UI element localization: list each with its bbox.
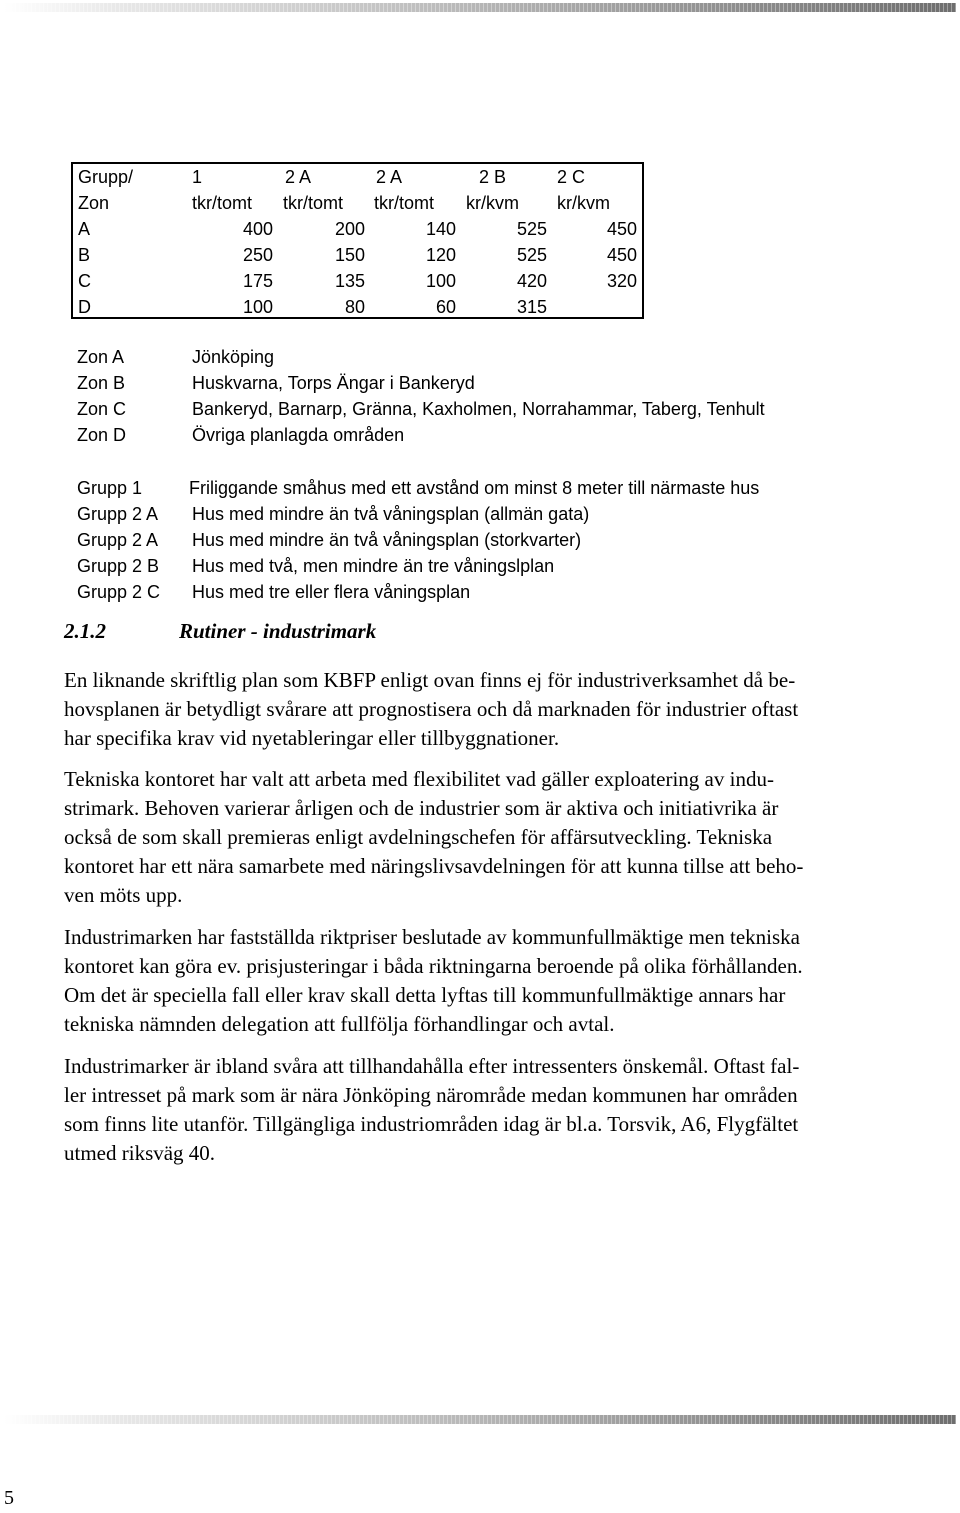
text-line: Industrimarker är ibland svåra att tillhandahålla efter intressenters önskemål. Oftast fal- [64, 1054, 800, 1078]
zone-key: Zon A [77, 347, 125, 367]
group-desc: Friliggande småhus med ett avstånd om minst 8 meter till närmaste hus [189, 478, 760, 498]
group-desc: Hus med två, men mindre än tre våningslplan [192, 556, 555, 576]
table-header-cell: kr/kvm [557, 193, 610, 213]
section-title: Rutiner - industrimark [179, 619, 377, 643]
paragraph [64, 765, 954, 910]
text-line: Om det är speciella fall eller krav skall detta lyftas till kommunfullmäktige annars har [64, 983, 786, 1007]
table-cell: 150 [334, 245, 365, 265]
table-header-cell: Zon [78, 193, 110, 213]
table-cell: 100 [242, 297, 273, 317]
table-cell: 135 [334, 271, 365, 291]
text-line: har specifika krav vid nyetableringar eller tillbyggnationer. [64, 726, 560, 750]
header-rule [4, 3, 956, 12]
zone-key: Zon D [77, 425, 127, 445]
table-cell: 120 [425, 245, 456, 265]
table-cell: 100 [425, 271, 456, 291]
text-line: kontoret har ett nära samarbete med näringslivsavdelningen för att kunna tillse att beho- [64, 854, 804, 878]
zone-desc: Bankeryd, Barnarp, Gränna, Kaxholmen, Norrahammar, Taberg, Tenhult [192, 399, 765, 419]
rate-table [71, 162, 644, 319]
footer-rule [4, 1415, 956, 1424]
zone-key: Zon C [77, 399, 127, 419]
text-line: utmed riksväg 40. [64, 1141, 216, 1165]
zone-desc: Huskvarna, Torps Ängar i Bankeryd [192, 373, 475, 393]
table-cell: C [78, 271, 91, 291]
text-line: också de som skall premieras enligt avdelningschefen för affärsutveckling. Tekniska [64, 825, 773, 849]
table-cell: 450 [606, 245, 637, 265]
text-line: hovsplanen är betydligt svårare att prognostisera och då marknaden för industrier oftast [64, 697, 799, 721]
text-line: kontoret kan göra ev. prisjusteringar i båda riktningarna beroende på olika förhållanden. [64, 954, 803, 978]
table-cell: 175 [242, 271, 273, 291]
table-cell: 200 [334, 219, 365, 239]
text-line: Industrimarken har fastställda riktpriser beslutade av kommunfullmäktige men tekniska [64, 925, 800, 949]
table-header-cell: tkr/tomt [374, 193, 435, 213]
table-cell: D [78, 297, 91, 317]
table-header-cell: 2 A [376, 167, 403, 187]
group-key: Grupp 2 C [77, 582, 161, 602]
table-cell: 525 [516, 219, 547, 239]
table-header-cell: tkr/tomt [283, 193, 344, 213]
table-cell: 450 [606, 219, 637, 239]
text-line: som finns lite utanför. Tillgängliga industriområden idag är bl.a. Torsvik, A6, Flygfältet [64, 1112, 799, 1136]
text-line: tekniska nämnden delegation att fullfölja förhandlingar och avtal. [64, 1012, 615, 1036]
table-cell: B [78, 245, 91, 265]
table-header-cell: 2 B [479, 167, 507, 187]
text-line: ler intresset på mark som är nära Jönköping närområde medan kommunen har områden [64, 1083, 798, 1107]
group-key: Grupp 2 B [77, 556, 160, 576]
text-line: strimark. Behoven varierar årligen och de industrier som är aktiva och initiativrika är [64, 796, 779, 820]
group-desc: Hus med mindre än två våningsplan (allmän gata) [192, 504, 590, 524]
table-cell: 525 [516, 245, 547, 265]
table-cell: A [78, 219, 91, 239]
table-cell: 60 [435, 297, 456, 317]
table-header-cell: kr/kvm [466, 193, 519, 213]
paragraph [64, 1052, 954, 1168]
group-desc: Hus med mindre än två våningsplan (storkvarter) [192, 530, 582, 550]
table-cell: 420 [516, 271, 547, 291]
zone-key: Zon B [77, 373, 126, 393]
text-line: Tekniska kontoret har valt att arbeta med flexibilitet vad gäller exploatering av indu- [64, 767, 774, 791]
group-key: Grupp 2 A [77, 530, 159, 550]
table-header-cell: 1 [192, 167, 203, 187]
zone-desc: Övriga planlagda områden [192, 425, 405, 445]
group-key: Grupp 2 A [77, 504, 159, 524]
table-header-cell: 2 A [285, 167, 312, 187]
paragraph [64, 923, 954, 1039]
paragraph [64, 666, 954, 753]
group-key: Grupp 1 [77, 478, 143, 498]
table-header-cell: Grupp/ [78, 167, 134, 187]
table-cell: 250 [242, 245, 273, 265]
page-number: 5 [4, 1487, 14, 1509]
table-header-cell: 2 C [557, 167, 586, 187]
table-cell: 80 [344, 297, 365, 317]
table-header-cell: tkr/tomt [192, 193, 253, 213]
section-heading [64, 619, 376, 644]
table-cell: 140 [425, 219, 456, 239]
section-number: 2.1.2 [64, 619, 106, 643]
zone-desc: Jönköping [192, 347, 275, 367]
group-desc: Hus med tre eller flera våningsplan [192, 582, 471, 602]
text-line: En liknande skriftlig plan som KBFP enligt ovan finns ej för industriverksamhet då be- [64, 668, 796, 692]
text-line: ven möts upp. [64, 883, 183, 907]
table-cell: 315 [516, 297, 547, 317]
table-cell: 400 [242, 219, 273, 239]
table-cell: 320 [606, 271, 637, 291]
